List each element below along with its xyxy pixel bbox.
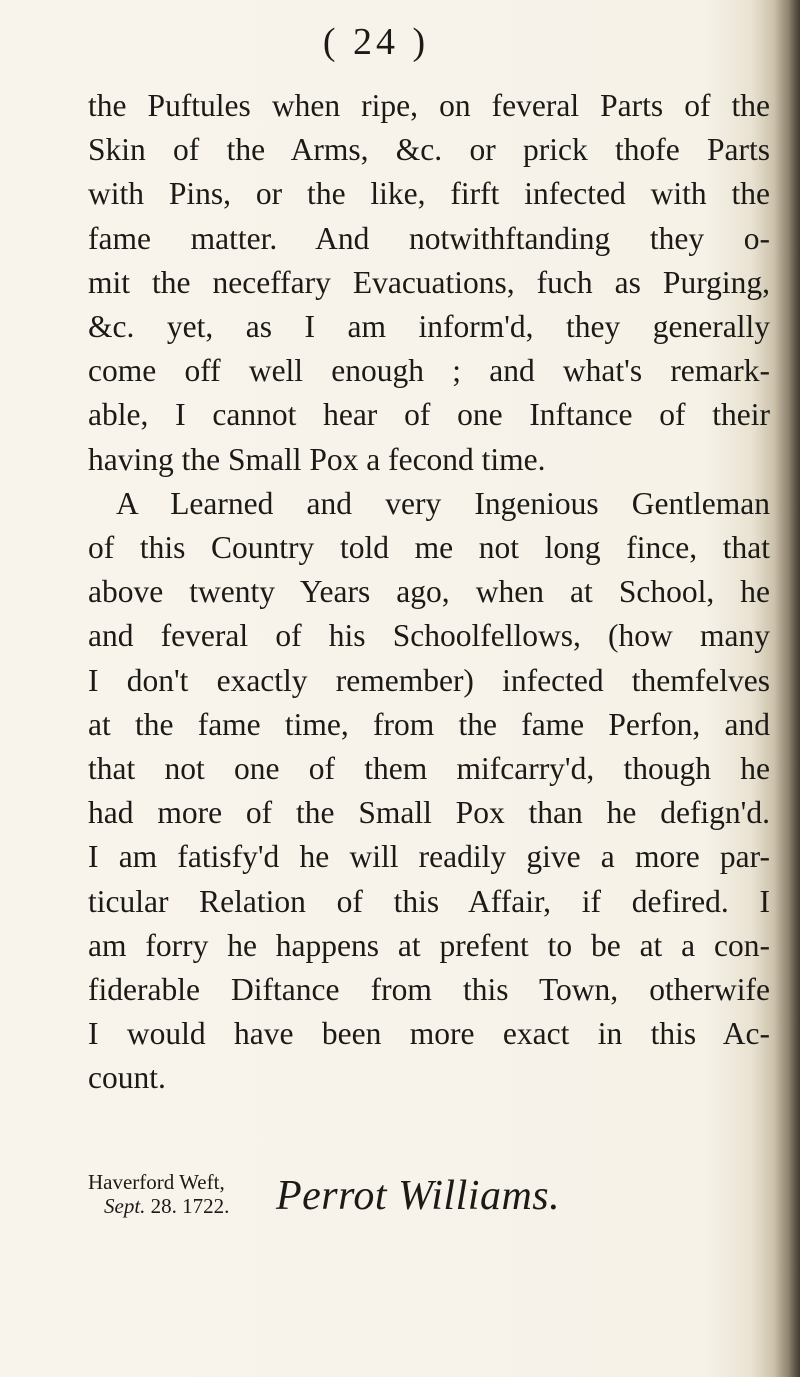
text-line: the Puftules when ripe, on feveral Parts of the xyxy=(88,88,770,123)
signature-block xyxy=(88,1170,770,1240)
signature-date xyxy=(104,1194,229,1218)
text-line: I would have been more exact in this Ac- xyxy=(88,1016,770,1052)
text-line: count. xyxy=(88,1060,166,1096)
text-line: that not one of them mifcarry'd, though he xyxy=(88,751,770,787)
text-line: fame matter. And notwithftanding they o- xyxy=(88,220,770,256)
signature-place: Haverford Weft, xyxy=(88,1170,225,1194)
page-edge-shadow xyxy=(774,0,800,1377)
text-line: able, I cannot hear of one Inftance of their xyxy=(88,397,770,433)
signature-author: Perrot Williams. xyxy=(276,1173,561,1219)
text-line: I don't exactly remember) infected themfelves xyxy=(88,662,770,698)
text-line: with Pins, or the like, firft infected with the xyxy=(88,176,770,212)
body-text xyxy=(88,84,770,1101)
text-line: having the Small Pox a fecond time. xyxy=(88,441,546,477)
text-line: &c. yet, as I am inform'd, they generally xyxy=(88,309,770,345)
text-line: A Learned and very Ingenious Gentleman xyxy=(116,485,770,521)
signature-date-month: Sept. xyxy=(104,1194,146,1218)
signature-date-rest: 28. 1722. xyxy=(150,1194,230,1218)
text-line: Skin of the Arms, &c. or prick thofe Parts xyxy=(88,132,770,168)
text-line: at the fame time, from the fame Perfon, and xyxy=(88,706,770,742)
text-line: ticular Relation of this Affair, if defired. I xyxy=(88,883,770,919)
text-line: fiderable Diftance from this Town, otherwife xyxy=(88,972,770,1008)
text-line: mit the neceffary Evacuations, fuch as Purging, xyxy=(88,264,770,300)
text-line: and feveral of his Schoolfellows, (how many xyxy=(88,618,770,654)
page-number: ( 24 ) xyxy=(322,21,430,63)
text-line: come off well enough ; and what's remark- xyxy=(88,353,770,389)
text-line: am forry he happens at prefent to be at a con- xyxy=(88,927,770,963)
text-line: had more of the Small Pox than he defign'd. xyxy=(88,795,770,831)
text-line: I am fatisfy'd he will readily give a more par- xyxy=(88,839,770,875)
text-line: of this Country told me not long fince, that xyxy=(88,530,770,566)
text-line: above twenty Years ago, when at School, he xyxy=(88,574,770,610)
